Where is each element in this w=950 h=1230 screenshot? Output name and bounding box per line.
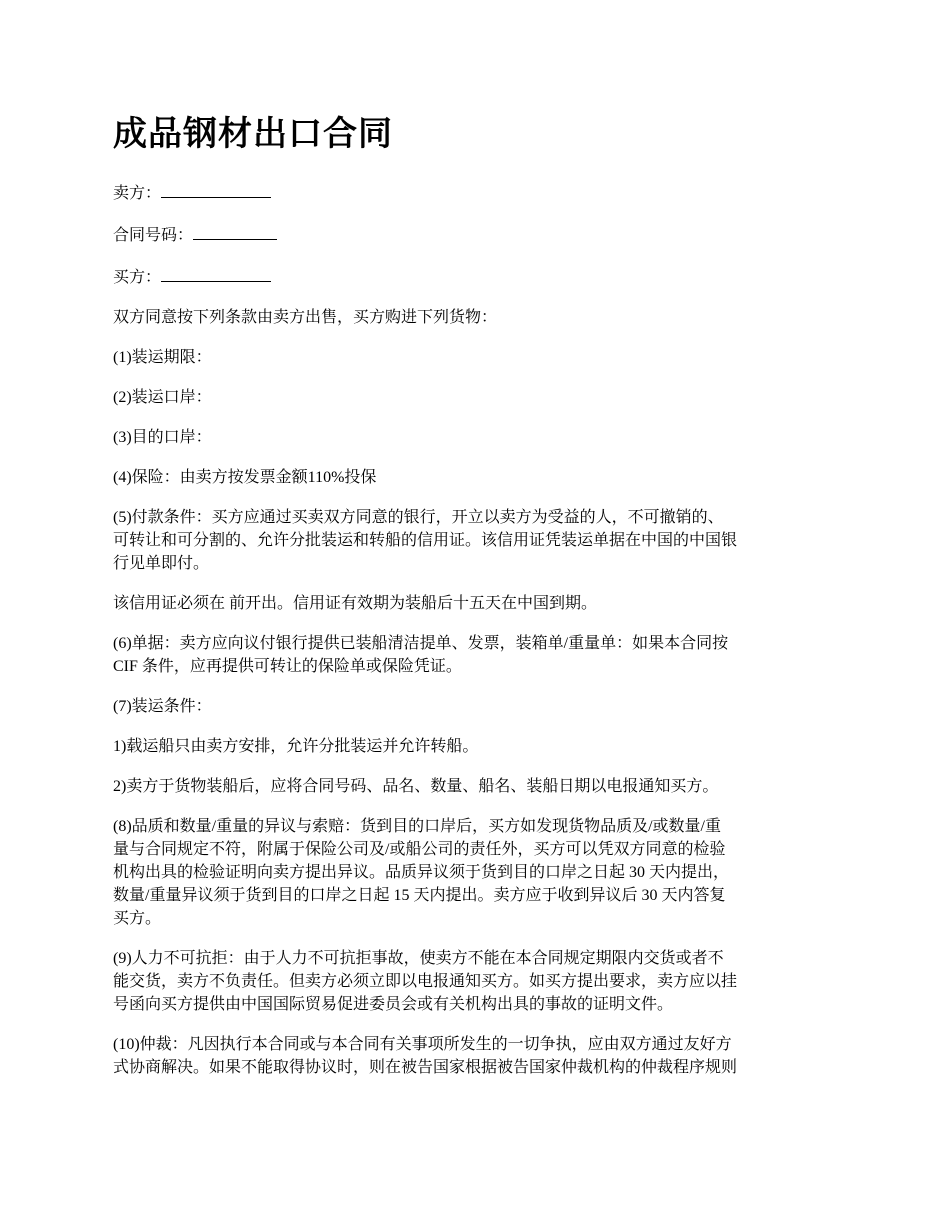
clause-lc-validity: 该信用证必须在 前开出。信用证有效期为装船后十五天在中国到期。 — [113, 595, 598, 612]
clause-line: 买方。 — [113, 910, 162, 927]
clause-port-of-destination: (3)目的口岸： — [113, 429, 212, 446]
clause-line: (8)品质和数量/重量的异议与索赔：货到目的口岸后，买方如发现货物品质及/或数量/重 — [113, 818, 721, 835]
contract-number-label: 合同号码： — [113, 227, 194, 244]
clause-port-of-loading: (2)装运口岸： — [113, 389, 212, 406]
buyer-field — [113, 264, 848, 289]
clause-line: CIF 条件，应再提供可转让的保险单或保险凭证。 — [113, 658, 462, 675]
seller-label: 卖方： — [113, 185, 162, 202]
intro-paragraph: 双方同意按下列条款由卖方出售，买方购进下列货物： — [113, 309, 498, 326]
clause-insurance: (4)保险：由卖方按发票金额110%投保 — [113, 469, 377, 486]
seller-field — [113, 180, 848, 205]
clause-shipping-conditions: (7)装运条件： — [113, 698, 212, 715]
clause-line: 号函向买方提供由中国国际贸易促进委员会或有关机构出具的事故的证明文件。 — [113, 996, 674, 1013]
clause-shipping-condition-1: 1)载运船只由卖方安排，允许分批装运并允许转船。 — [113, 738, 479, 755]
clause-line: 行见单即付。 — [113, 555, 210, 572]
clause-arbitration — [113, 1033, 848, 1079]
clause-line: (6)单据：卖方应向议付银行提供已装船清洁提单、发票，装箱单/重量单：如果本合同按 — [113, 635, 729, 652]
document-title: 成品钢材出口合同 — [113, 116, 393, 153]
clause-shipment-period: (1)装运期限： — [113, 349, 212, 366]
clause-force-majeure — [113, 947, 848, 1016]
clause-line: 能交货，卖方不负责任。但卖方必须立即以电报通知买方。如买方提出要求，卖方应以挂 — [113, 973, 738, 990]
buyer-blank[interactable] — [161, 264, 271, 282]
seller-blank[interactable] — [161, 180, 271, 198]
clause-shipping-condition-2: 2)卖方于货物装船后，应将合同号码、品名、数量、船名、装船日期以电报通知买方。 — [113, 778, 719, 795]
clause-line: (10)仲裁：凡因执行本合同或与本合同有关事项所发生的一切争执，应由双方通过友好方 — [113, 1036, 732, 1053]
clause-payment-terms — [113, 506, 848, 575]
clause-line: 数量/重量异议须于货到目的口岸之日起 15 天内提出。卖方应于收到异议后 30 天内答复 — [113, 887, 726, 904]
clause-quality-quantity-claims — [113, 815, 848, 930]
clause-line: 可转让和可分割的、允许分批装运和转船的信用证。该信用证凭装运单据在中国的中国银 — [113, 532, 738, 549]
contract-number-blank[interactable] — [193, 222, 277, 240]
clause-line: (9)人力不可抗拒：由于人力不可抗拒事故，使卖方不能在本合同规定期限内交货或者不 — [113, 950, 724, 967]
clause-line: (5)付款条件：买方应通过买卖双方同意的银行，开立以卖方为受益的人，不可撤销的、 — [113, 509, 724, 526]
clause-line: 量与合同规定不符，附属于保险公司及/或船公司的责任外，买方可以凭双方同意的检验 — [113, 841, 726, 858]
clause-line: 式协商解决。如果不能取得协议时，则在被告国家根据被告国家仲裁机构的仲裁程序规则 — [113, 1059, 738, 1076]
document-body — [113, 180, 848, 1096]
contract-number-field — [113, 222, 848, 247]
clause-line: 机构出具的检验证明向卖方提出异议。品质异议须于货到目的口岸之日起 30 天内提出， — [113, 864, 730, 881]
buyer-label: 买方： — [113, 269, 162, 286]
clause-documents — [113, 632, 848, 678]
